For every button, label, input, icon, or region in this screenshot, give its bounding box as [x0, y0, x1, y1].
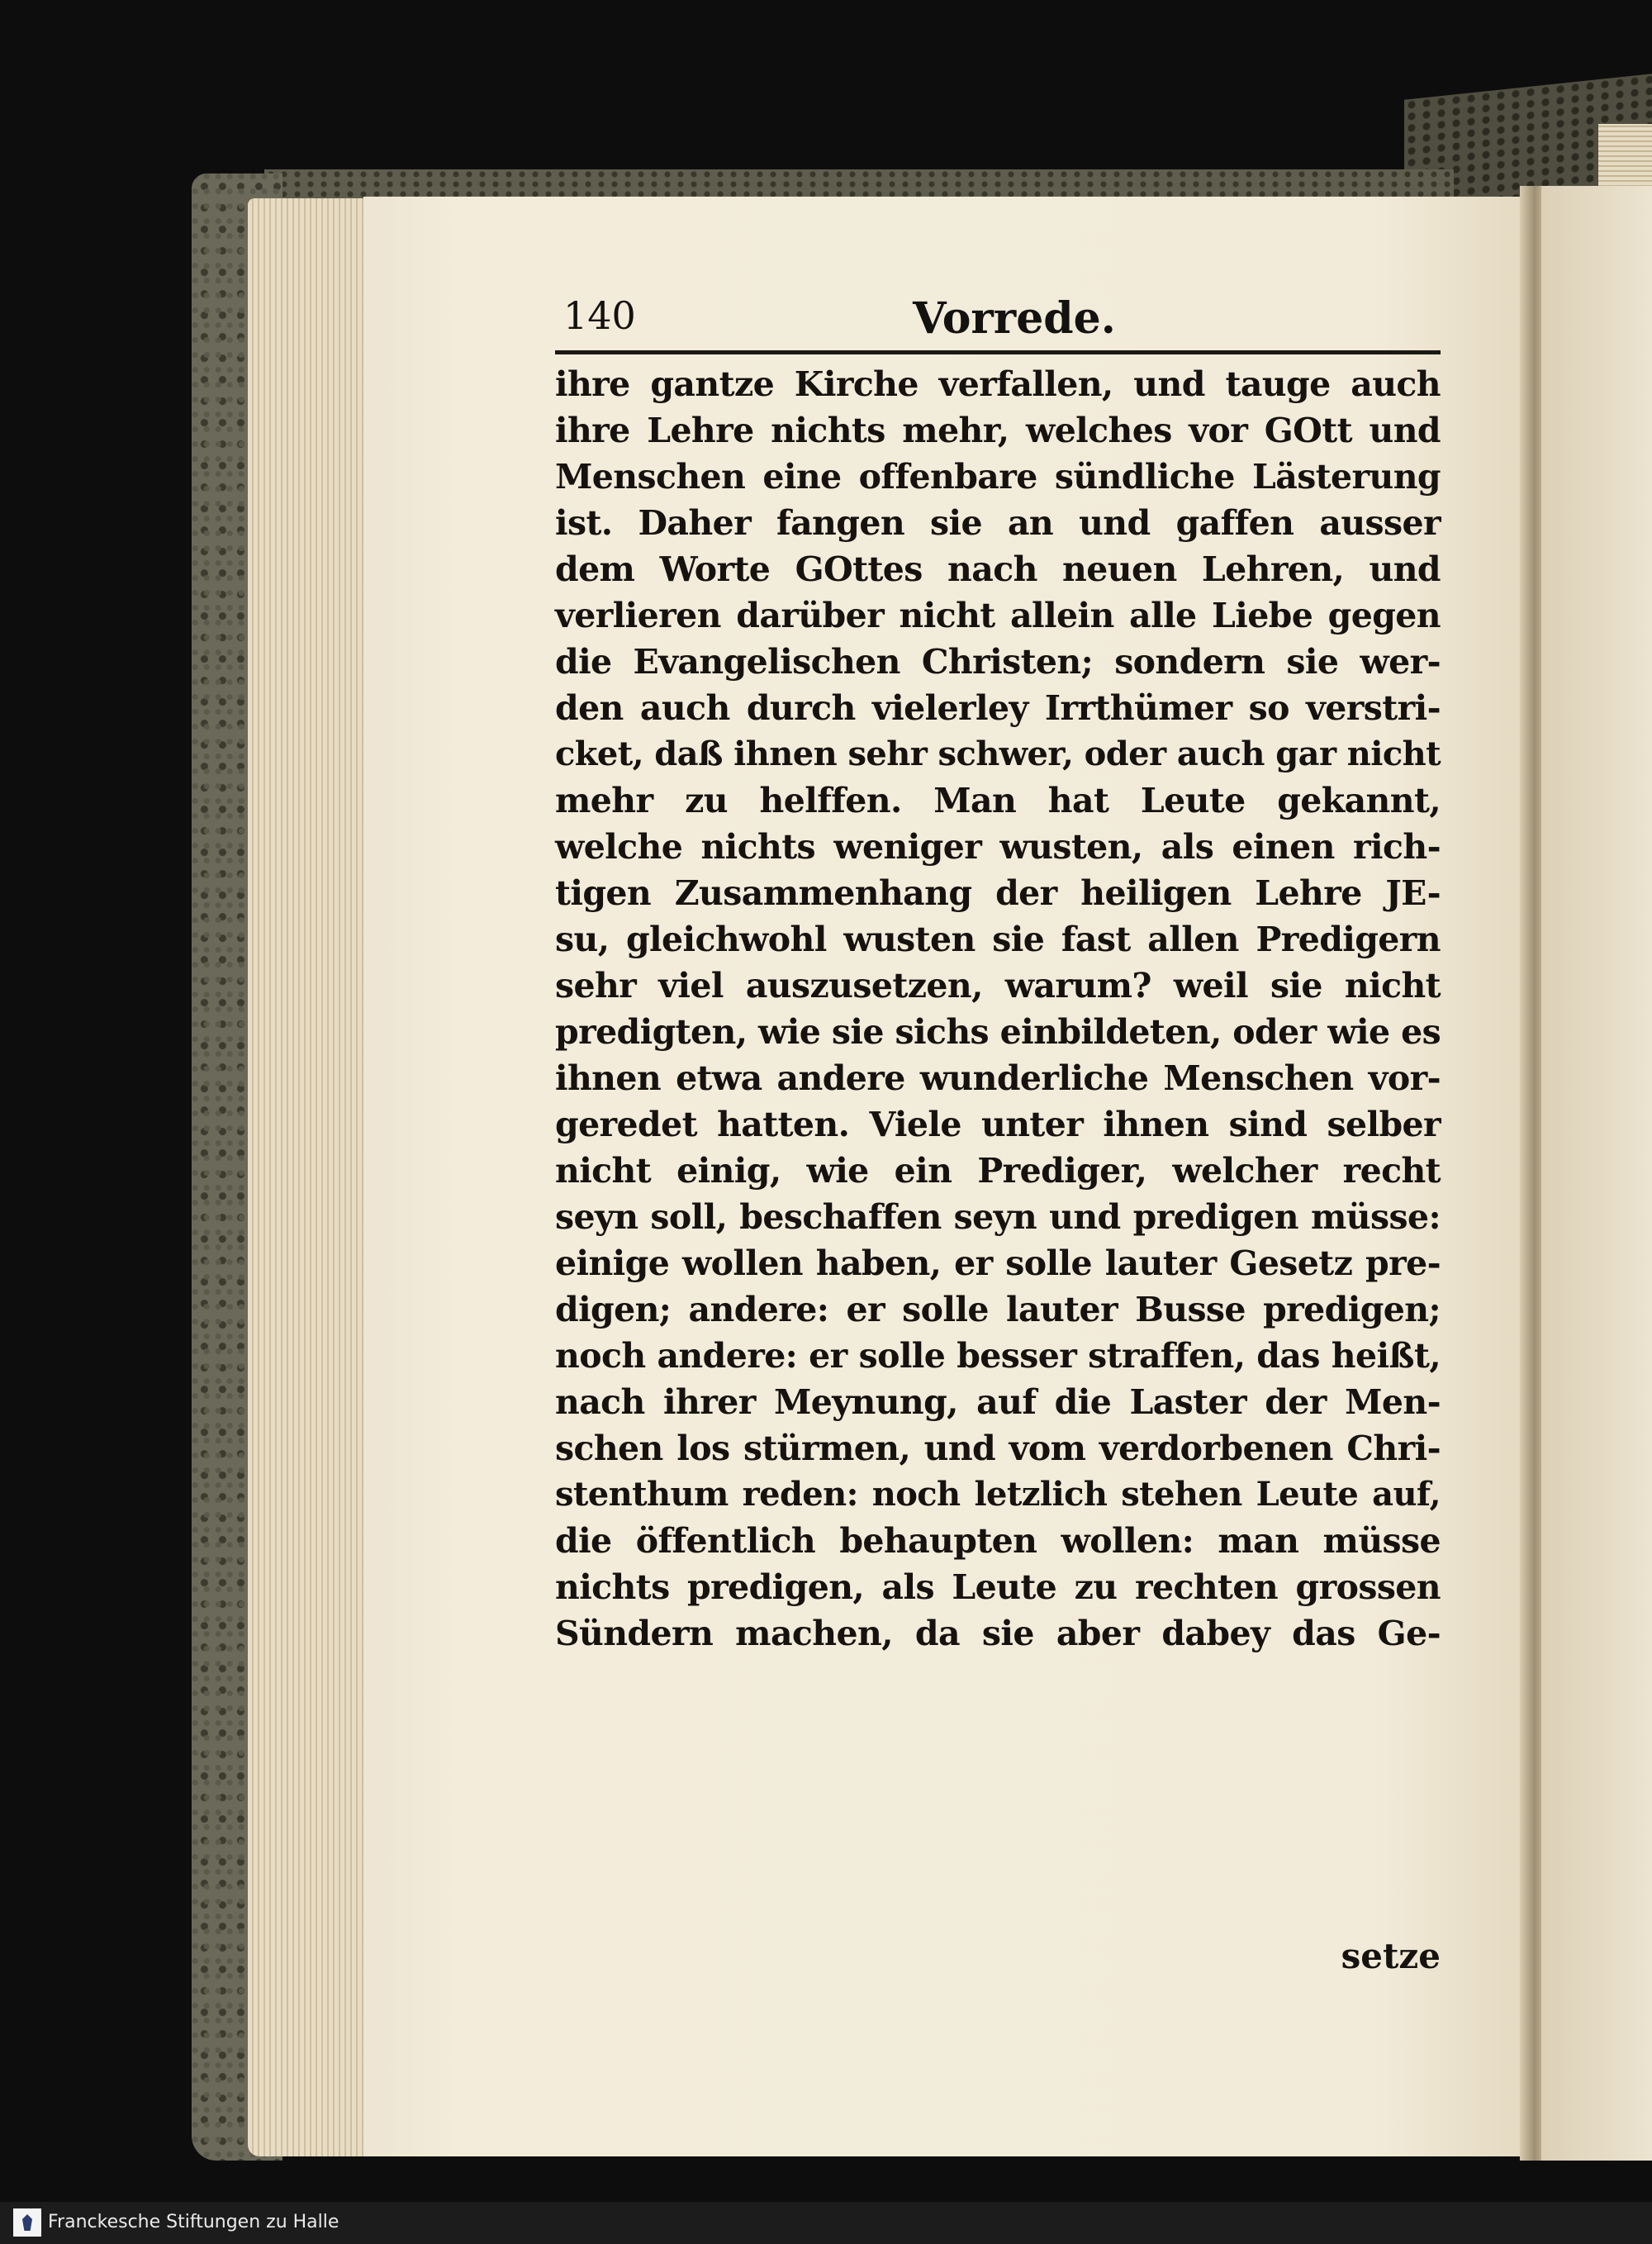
text-line: welche nichts weniger wusten, als einen rich-	[555, 827, 1441, 867]
institution-logo-icon	[13, 2208, 41, 2237]
text-line: cket, daß ihnen sehr schwer, oder auch gar nicht	[555, 735, 1441, 773]
text-line: stenthum reden: noch letzlich stehen Leute auf,	[555, 1475, 1441, 1514]
text-line: ihre Lehre nichts mehr, welches vor GOtt und	[555, 411, 1441, 450]
text-line: Sündern machen, da sie aber dabey das Ge-	[555, 1614, 1441, 1653]
text-line: die Evangelischen Christen; sondern sie wer-	[555, 642, 1441, 682]
text-line: tigen Zusammenhang der heiligen Lehre JE-	[555, 873, 1441, 913]
header-rule	[555, 350, 1441, 354]
text-line: die öffentlich behaupten wollen: man müsse	[555, 1521, 1441, 1561]
text-line: sehr viel auszusetzen, warum? weil sie nicht	[555, 966, 1441, 1006]
text-line: verlieren darüber nicht allein alle Liebe gegen	[555, 596, 1441, 635]
next-page-edges	[1598, 124, 1652, 190]
text-line: dem Worte GOttes nach neuen Lehren, und	[555, 549, 1441, 589]
text-line: predigten, wie sie sichs einbildeten, oder wie es	[555, 1012, 1441, 1052]
catchword: setze	[1341, 1936, 1441, 1976]
page-number: 140	[563, 293, 636, 338]
text-line: Menschen eine offenbare sündliche Lästerung	[555, 457, 1441, 497]
text-line: nicht einig, wie ein Prediger, welcher recht	[555, 1151, 1441, 1191]
text-line: ihre gantze Kirche verfallen, und tauge auch	[555, 364, 1441, 404]
text-line: nach ihrer Meynung, auf die Laster der Men-	[555, 1382, 1441, 1422]
text-line: nichts predigen, als Leute zu rechten grossen	[555, 1567, 1441, 1607]
institution-name: Franckesche Stiftungen zu Halle	[48, 2212, 339, 2232]
text-line: digen; andere: er solle lauter Busse predigen;	[555, 1290, 1441, 1329]
facing-page	[1541, 186, 1652, 2161]
text-line: mehr zu helffen. Man hat Leute gekannt,	[555, 781, 1441, 820]
text-line: den auch durch vielerley Irrthümer so verstri-	[555, 688, 1441, 728]
text-line: seyn soll, beschaffen seyn und predigen müsse:	[555, 1197, 1441, 1237]
footer-bar	[0, 2202, 1652, 2244]
text-line: einige wollen haben, er solle lauter Gesetz pre-	[555, 1243, 1441, 1283]
text-line: ihnen etwa andere wunderliche Menschen vor-	[555, 1058, 1441, 1098]
text-line: noch andere: er solle besser straffen, das heißt,	[555, 1336, 1441, 1376]
running-head	[555, 293, 1441, 351]
body-text	[555, 361, 1441, 1657]
running-head-title: Vorrede.	[913, 293, 1116, 344]
text-line: ist. Daher fangen sie an und gaffen ausser	[555, 503, 1441, 543]
text-line: su, gleichwohl wusten sie fast allen Predigern	[555, 920, 1441, 959]
text-line: geredet hatten. Viele unter ihnen sind selber	[555, 1105, 1441, 1144]
text-line: schen los stürmen, und vom verdorbenen Chri-	[555, 1429, 1441, 1468]
